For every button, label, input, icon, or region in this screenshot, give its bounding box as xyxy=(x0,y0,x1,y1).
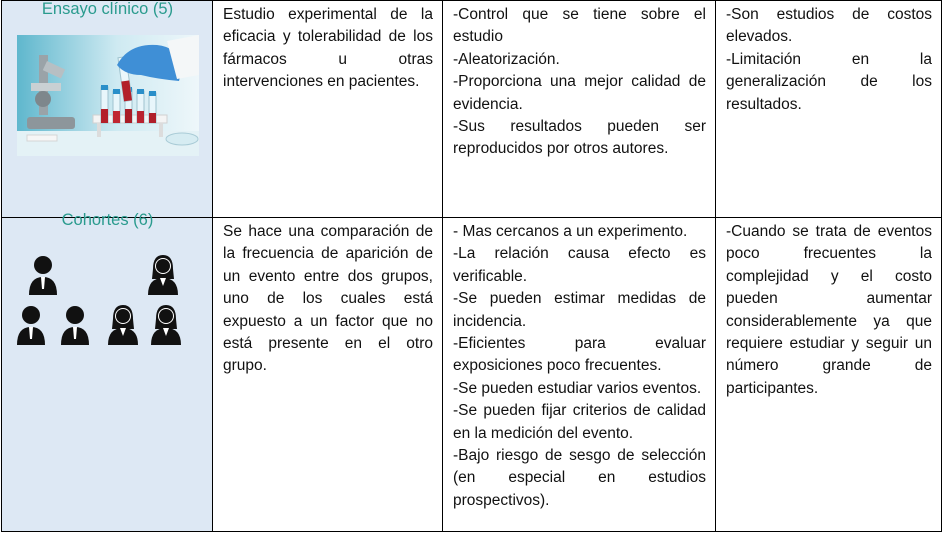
advantages-cell xyxy=(443,1,716,218)
study-type-label: Ensayo clínico (5) xyxy=(41,0,174,18)
study-type-cell xyxy=(2,1,213,218)
study-type-cell xyxy=(2,211,213,532)
list-item: -Proporciona una mejor calidad de evidencia. xyxy=(453,73,706,113)
table-row xyxy=(2,218,942,532)
description-cell xyxy=(213,1,443,218)
list-item: -Limitación en la generalización de los resultados. xyxy=(726,50,932,113)
table-row xyxy=(2,1,942,218)
list-item: - Mas cercanos a un experimento. xyxy=(453,223,688,240)
list-item: -Eficientes para evaluar exposiciones poco frecuentes. xyxy=(453,335,706,375)
list-item: -Cuando se trata de eventos poco frecuentes la complejidad y el costo pueden aumentar considerablemente ya que requiere estudiar y seguir un número grande de participantes. xyxy=(726,223,932,397)
list-item: -Se pueden estimar medidas de incidencia. xyxy=(453,290,706,330)
list-item: -Son estudios de costos elevados. xyxy=(726,6,932,46)
list-item: -Se pueden estudiar varios eventos. xyxy=(453,379,702,397)
description-text: Se hace una comparación de la frecuencia de aparición de un evento entre dos grupos, uno de los cuales está expuesto a un factor que no está presente en el otro grupo. xyxy=(223,223,433,375)
list-item: -Se pueden fijar criterios de calidad en la medición del evento. xyxy=(453,402,706,442)
description-text: Estudio experimental de la eficacia y tolerabilidad de los fármacos u otras intervenciones en pacientes. xyxy=(223,6,433,91)
list-item: -Sus resultados pueden ser reproducidos por otros autores. xyxy=(453,118,706,158)
study-type-label: Cohortes (6) xyxy=(61,211,154,229)
list-item: -Control que se tiene sobre el estudio xyxy=(453,6,706,46)
list-item: -La relación causa efecto es verificable. xyxy=(453,245,706,285)
study-types-table xyxy=(1,0,942,532)
list-item: -Aleatorización. xyxy=(453,50,560,68)
list-item: -Bajo riesgo de sesgo de selección (en especial en estudios prospectivos). xyxy=(453,447,706,509)
disadvantages-cell xyxy=(716,1,942,218)
description-cell xyxy=(213,218,443,532)
clinical-lab-photo xyxy=(17,35,199,156)
people-groups-icon xyxy=(13,249,203,349)
advantages-cell xyxy=(443,218,716,532)
disadvantages-cell xyxy=(716,218,942,532)
